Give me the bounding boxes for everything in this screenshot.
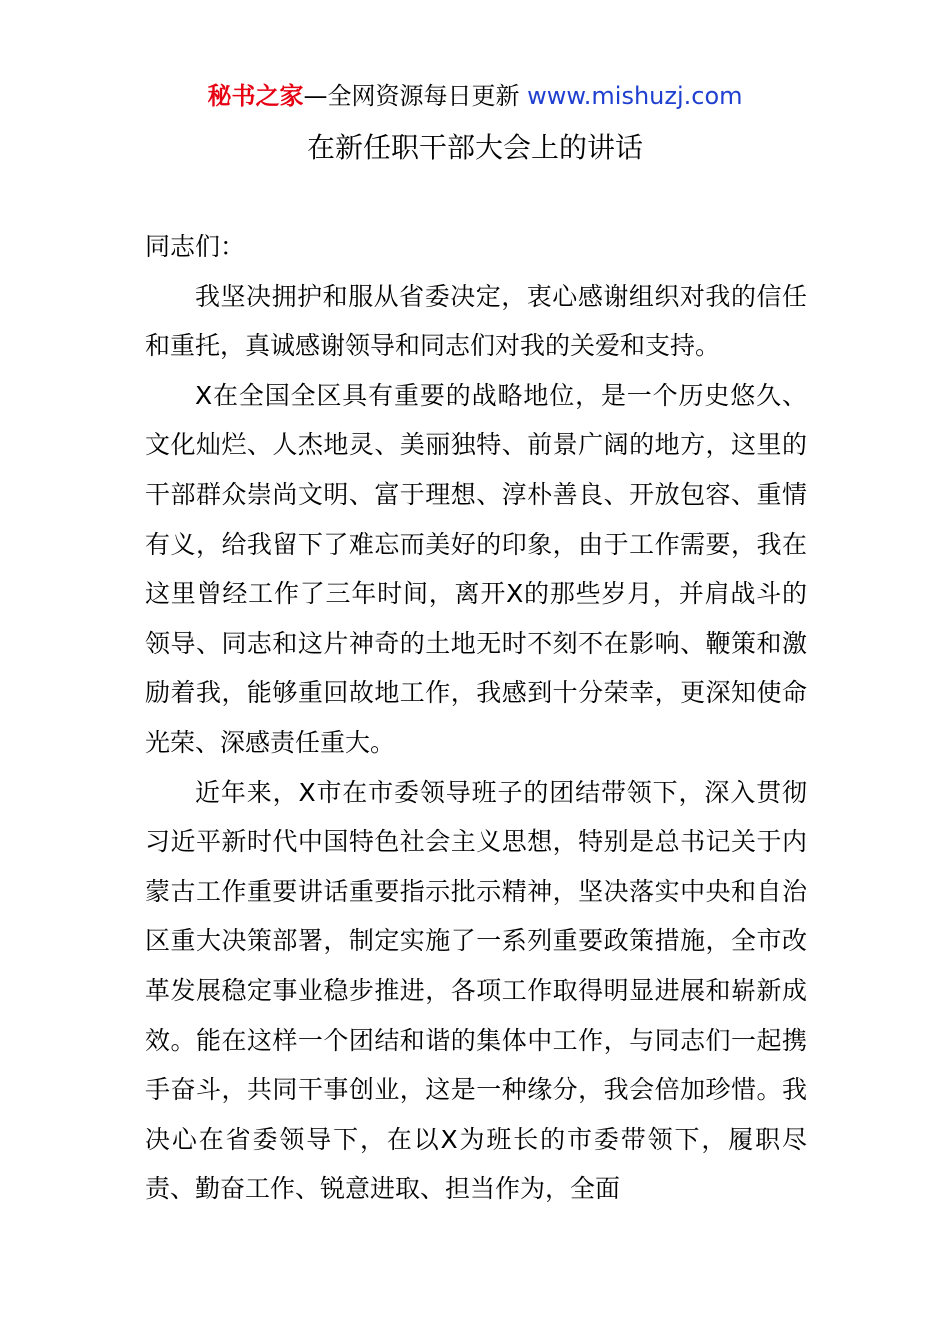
salutation: 同志们：	[145, 232, 246, 261]
document-title: 在新任职干部大会上的讲话	[306, 131, 643, 164]
document-body	[145, 222, 807, 1214]
paragraph-1: 我坚决拥护和服从省委决定，衷心感谢组织对我的信任和重托，真诚感谢领导和同志们对我的关爱和支持。	[145, 281, 807, 361]
brand-name: 秘书之家	[207, 82, 304, 110]
site-header	[0, 80, 950, 112]
paragraph-3: 近年来，X市在市委领导班子的团结带领下，深入贯彻习近平新时代中国特色社会主义思想，特别是总书记关于内蒙古工作重要讲话重要指示批示精神，坚决落实中央和自治区重大决策部署，制定实施了一系列重要政策措施，全市改革发展稳定事业稳步推进，各项工作取得明显进展和崭新成效。能在这样一个团结和谐的集体中工作，与同志们一起携手奋斗，共同干事创业，这是一种缘分，我会倍加珍惜。我决心在省委领导下，在以X为班长的市委带领下，履职尽责、勤奋工作、锐意进取、担当作为，全面	[145, 777, 807, 1204]
paragraph-2: X在全国全区具有重要的战略地位，是一个历史悠久、文化灿烂、人杰地灵、美丽独特、前景广阔的地方，这里的干部群众崇尚文明、富于理想、淳朴善良、开放包容、重情有义，给我留下了难忘而美好的印象，由于工作需要，我在这里曾经工作了三年时间，离开X的那些岁月，并肩战斗的领导、同志和这片神奇的土地无时不刻不在影响、鞭策和激励着我，能够重回故地工作，我感到十分荣幸，更深知使命光荣、深感责任重大。	[145, 380, 807, 757]
site-url-link[interactable]: www.mishuzj.com	[527, 82, 743, 110]
site-tagline: —全网资源每日更新	[303, 82, 520, 110]
